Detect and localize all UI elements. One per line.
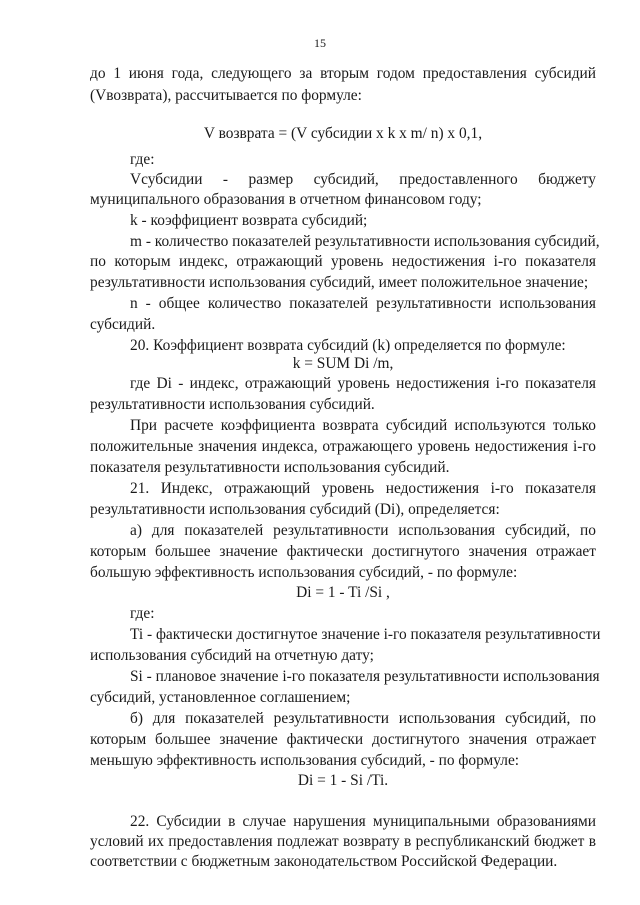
text-line: меньшую эффективность использования субсидий, - по формуле:: [90, 752, 520, 769]
text-line: условий их предоставления подлежат возврату в республиканский бюджет в: [90, 833, 596, 850]
text-line: положительные значения индекса, отражающего уровень недостижения i-го: [90, 438, 596, 455]
text-line: субсидий, установленное соглашением;: [90, 689, 351, 706]
text-line: до 1 июня года, следующего за вторым годом предоставления субсидий: [90, 65, 596, 82]
text-line: 21. Индекс, отражающий уровень недостижения i-го показателя: [130, 480, 596, 497]
text-line: n - общее количество показателей результативности использования: [130, 295, 596, 312]
text-line: соответствии с бюджетным законодательством Российской Федерации.: [90, 853, 558, 870]
text-line: где:: [130, 151, 155, 168]
text-line: Si - плановое значение i-го показателя результативности использования: [130, 668, 600, 685]
text-line: а) для показателей результативности использования субсидий, по: [130, 522, 596, 539]
text-line: При расчете коэффициента возврата субсидий используются только: [130, 417, 596, 434]
text-line: результативности использования субсидий (Di), определяется:: [90, 501, 500, 518]
text-line: Vсубсидии - размер субсидий, предоставленного бюджету: [130, 171, 596, 188]
text-line: показателя результативности использования субсидий.: [90, 459, 450, 476]
formula-di-b: Di = 1 - Si /Ti.: [297, 772, 389, 789]
text-line: большую эффективность использования субсидий, - по формуле:: [90, 564, 518, 581]
text-line: m - количество показателей результативности использования субсидий,: [130, 233, 600, 250]
text-line: Ti - фактически достигнутое значение i-го показателя результативности: [130, 626, 601, 643]
formula-k: k = SUM Di /m,: [292, 355, 394, 372]
text-line: использования субсидий на отчетную дату;: [90, 647, 374, 664]
text-line: (Vвозврата), рассчитывается по формуле:: [90, 87, 362, 104]
text-line: субсидий.: [90, 316, 156, 333]
page-number: 15: [314, 36, 326, 50]
text-line: где Di - индекс, отражающий уровень недостижения i-го показателя: [130, 375, 596, 392]
text-line: которым большее значение фактически достигнутого значения отражает: [90, 731, 596, 748]
text-line: k - коэффициент возврата субсидий;: [130, 212, 368, 229]
text-line: 20. Коэффициент возврата субсидий (k) определяется по формуле:: [130, 337, 566, 354]
text-line: муниципального образования в отчетном финансовом году;: [90, 191, 482, 208]
text-line: результативности использования субсидий, имеет положительное значение;: [90, 274, 589, 291]
text-line: которым большее значение фактически достигнутого значения отражает: [90, 543, 596, 560]
formula-di-a: Di = 1 - Ti /Si ,: [296, 584, 390, 601]
formula-v-vozvrata: V возврата = (V субсидии х k х m/ n) х 0,1,: [203, 125, 483, 142]
text-line: где:: [130, 605, 155, 622]
text-line: б) для показателей результативности использования субсидий, по: [130, 710, 596, 727]
text-line: по которым индекс, отражающий уровень недостижения i-го показателя: [90, 253, 596, 270]
text-line: результативности использования субсидий.: [90, 396, 375, 413]
text-line: 22. Субсидии в случае нарушения муниципальными образованиями: [130, 813, 596, 830]
